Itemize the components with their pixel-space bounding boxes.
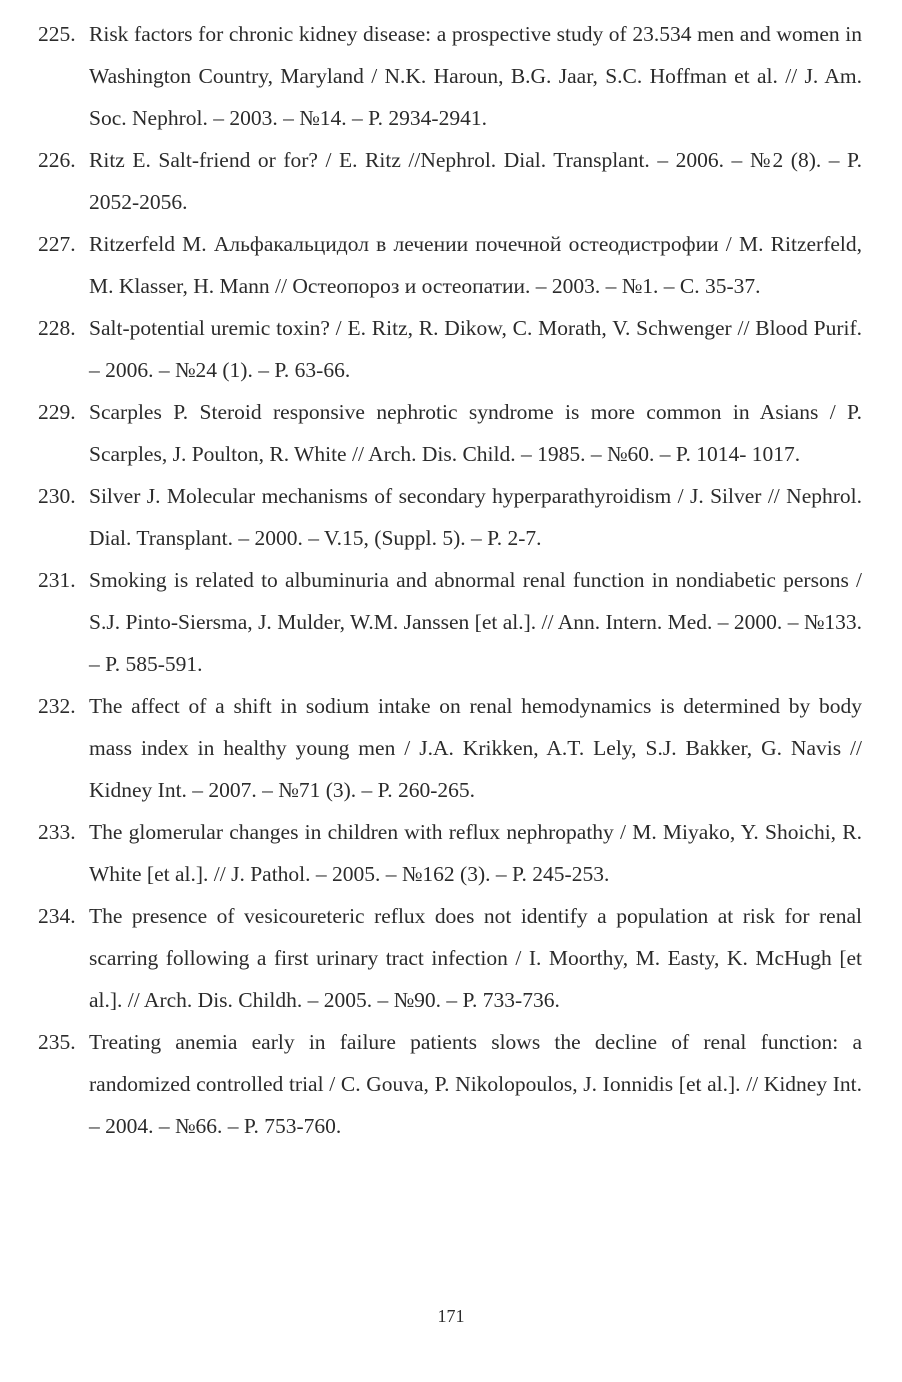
reference-text: The affect of a shift in sodium intake on renal hemodynamics is determined by body mass index in healthy young men / J.A. Krikken, A.T. Lely, S.J. Bakker, G. Navis // Kidney Int. – 2007. – №71 (3). – P. 260-265. [89, 694, 862, 802]
reference-item [38, 139, 862, 223]
reference-number: 235. [38, 1030, 76, 1054]
reference-number: 231. [38, 568, 76, 592]
reference-text: Salt-potential uremic toxin? / E. Ritz, R. Dikow, C. Morath, V. Schwenger // Blood Purif. – 2006. – №24 (1). – P. 63-66. [89, 316, 862, 382]
reference-text: Risk factors for chronic kidney disease: a prospective study of 23.534 men and women in Washington Country, Maryland / N.K. Haroun, B.G. Jaar, S.C. Hoffman et al. // J. Am. Soc. Nephrol. – 2003. – №14. – P. 2934-2941. [89, 22, 862, 130]
reference-text: The presence of vesicoureteric reflux does not identify a population at risk for renal scarring following a first urinary tract infection / I. Moorthy, M. Easty, K. McHugh [et al.]. // Arch. Dis. Childh. – 2005. – №90. – P. 733-736. [89, 904, 862, 1012]
reference-item [38, 13, 862, 139]
page-number: 171 [437, 1306, 465, 1326]
reference-item [38, 391, 862, 475]
reference-number: 234. [38, 904, 76, 928]
reference-number: 228. [38, 316, 76, 340]
reference-text: Scarples P. Steroid responsive nephrotic syndrome is more common in Asians / P. Scarples, J. Poulton, R. White // Arch. Dis. Child. – 1985. – №60. – P. 1014- 1017. [89, 400, 862, 466]
reference-item [38, 811, 862, 895]
reference-item [38, 685, 862, 811]
reference-number: 226. [38, 148, 76, 172]
reference-text: Silver J. Molecular mechanisms of secondary hyperparathyroidism / J. Silver // Nephrol. Dial. Transplant. – 2000. – V.15, (Suppl. 5). – P. 2-7. [89, 484, 862, 550]
reference-number: 233. [38, 820, 76, 844]
reference-text: Smoking is related to albuminuria and abnormal renal function in nondiabetic persons / S.J. Pinto-Siersma, J. Mulder, W.M. Janssen [et al.]. // Ann. Intern. Med. – 2000. – №133. – P. 585-591. [89, 568, 862, 676]
reference-text: Ritzerfeld M. Альфакальцидол в лечении почечной остеодистрофии / M. Ritzerfeld, M. Klasser, H. Mann // Остеопороз и остеопатии. – 2003. – №1. – С. 35-37. [89, 232, 862, 298]
reference-item [38, 307, 862, 391]
reference-item [38, 223, 862, 307]
reference-list [38, 13, 862, 1147]
reference-number: 225. [38, 22, 76, 46]
reference-number: 227. [38, 232, 76, 256]
reference-number: 230. [38, 484, 76, 508]
reference-item [38, 559, 862, 685]
reference-text: The glomerular changes in children with reflux nephropathy / M. Miyako, Y. Shoichi, R. White [et al.]. // J. Pathol. – 2005. – №162 (3). – P. 245-253. [89, 820, 862, 886]
reference-text: Ritz E. Salt-friend or for? / E. Ritz //Nephrol. Dial. Transplant. – 2006. – №2 (8). – P. 2052-2056. [89, 148, 862, 214]
reference-item [38, 895, 862, 1021]
reference-item [38, 475, 862, 559]
reference-text: Treating anemia early in failure patients slows the decline of renal function: a randomized controlled trial / C. Gouva, P. Nikolopoulos, J. Ionnidis [et al.]. // Kidney Int. – 2004. – №66. – P. 753-760. [89, 1030, 862, 1138]
reference-number: 232. [38, 694, 76, 718]
reference-item [38, 1021, 862, 1147]
reference-number: 229. [38, 400, 76, 424]
